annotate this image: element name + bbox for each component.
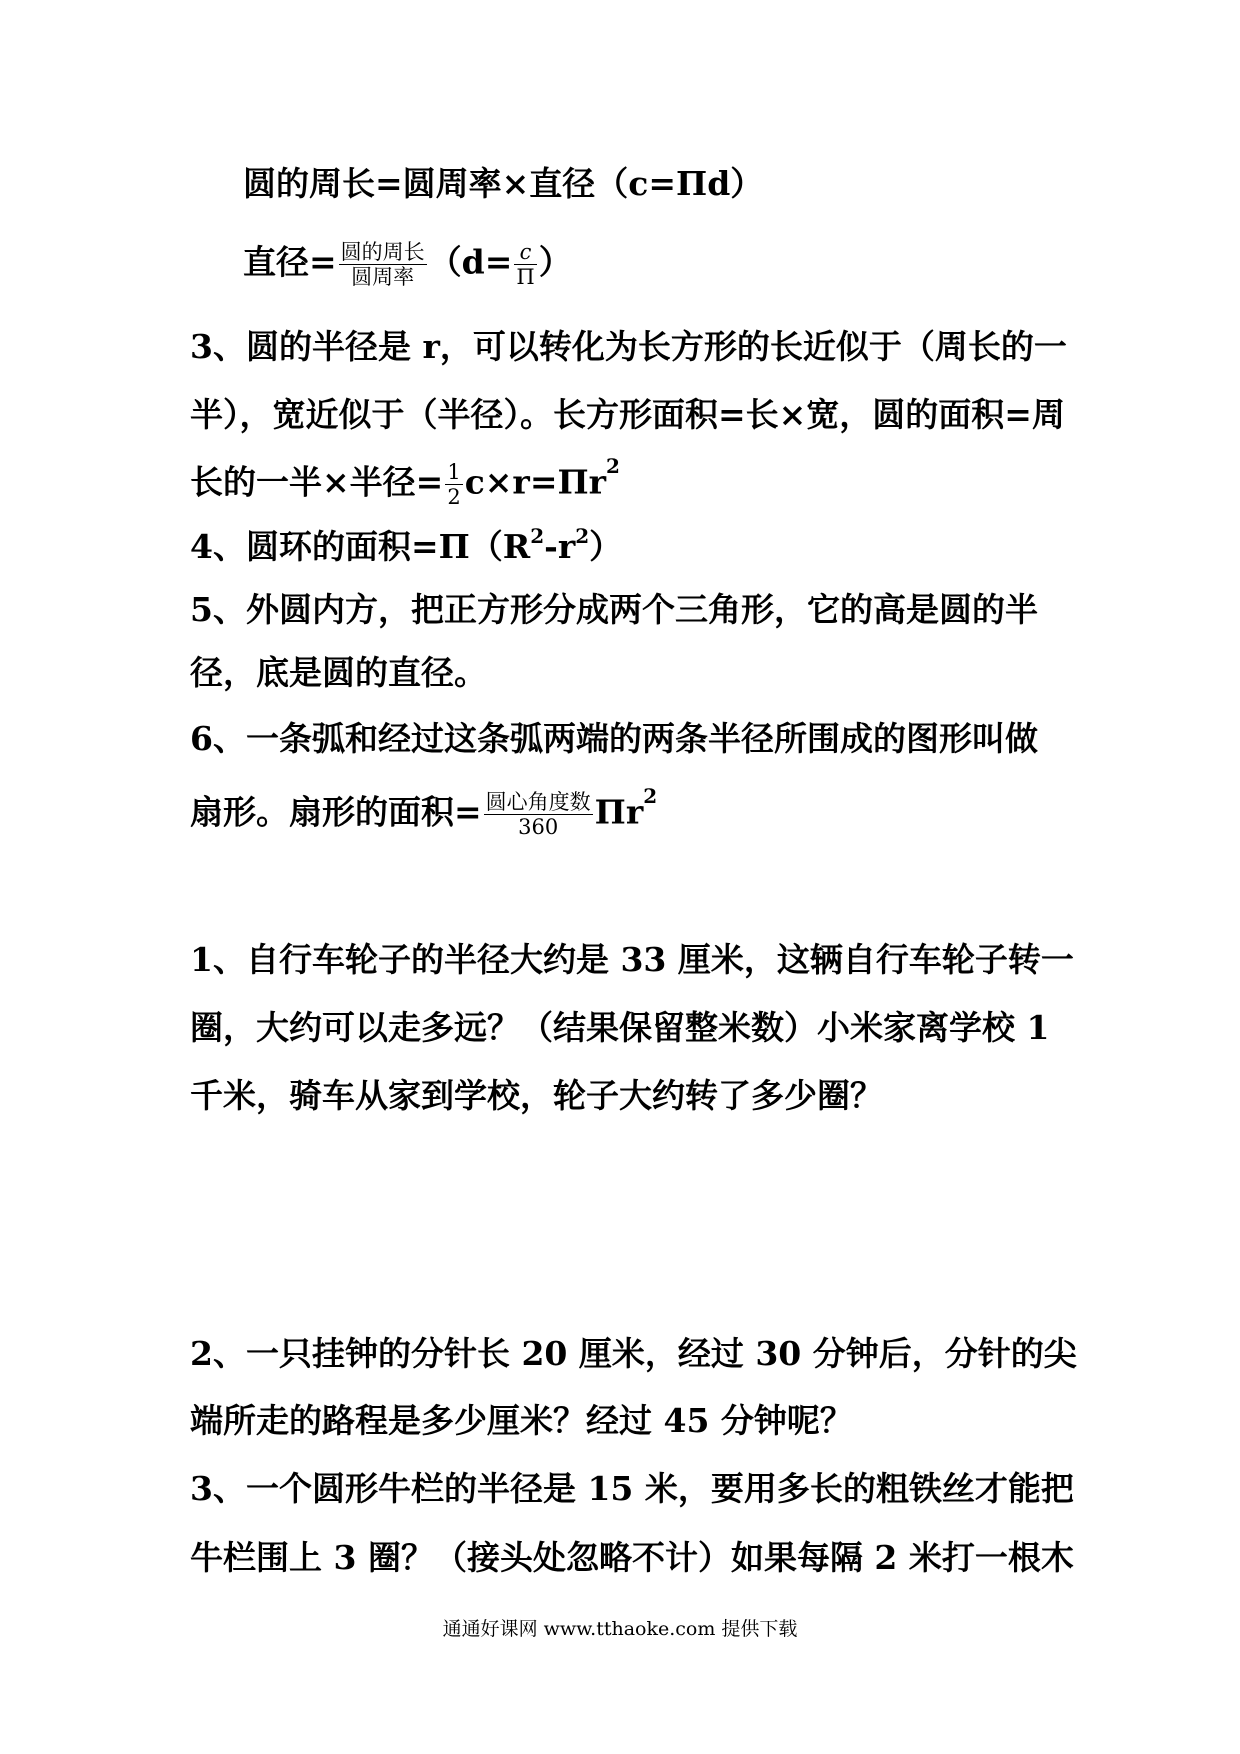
diameter-mid: （d= xyxy=(428,242,513,282)
problem-1-line-1: 1、自行车轮子的半径大约是 33 厘米，这辆自行车轮子转一 xyxy=(190,940,1074,979)
problem-3-line-2: 牛栏围上 3 圈？（接头处忽略不计）如果每隔 2 米打一根木 xyxy=(190,1538,1074,1577)
problem-1-line-3: 千米，骑车从家到学校，轮子大约转了多少圈？ xyxy=(190,1076,883,1115)
problem-2-line-1: 2、一只挂钟的分针长 20 厘米，经过 30 分钟后，分针的尖 xyxy=(190,1334,1077,1373)
point-3-suffix: c×r=Πr xyxy=(464,462,607,502)
point-6-line-1: 6、一条弧和经过这条弧两端的两条半径所围成的图形叫做 xyxy=(190,719,1038,758)
half-fraction xyxy=(445,460,462,509)
sector-fraction-numerator: 圆心角度数 xyxy=(485,790,591,814)
diameter-symbolic-fraction xyxy=(514,240,536,289)
point-6-line-2 xyxy=(190,784,658,840)
point-4-prefix: 4、圆环的面积=Π（R xyxy=(190,527,531,566)
point-6-suffix: Πr xyxy=(594,792,644,832)
sector-fraction-denominator: 360 xyxy=(518,815,559,840)
point-4-end: ） xyxy=(589,527,623,566)
diameter-fraction-numerator: 圆的周长 xyxy=(340,240,425,264)
point-3-prefix: 长的一半×半径= xyxy=(190,462,444,502)
diameter-symbolic-numerator: c xyxy=(514,240,536,265)
point-4-superscript-1: 2 xyxy=(530,524,545,548)
sector-fraction xyxy=(484,790,593,839)
point-3-superscript: 2 xyxy=(606,454,620,478)
point-5-line-2: 径，底是圆的直径。 xyxy=(190,653,487,692)
point-3-line-3 xyxy=(190,454,620,510)
point-4 xyxy=(190,524,623,566)
point-4-superscript-2: 2 xyxy=(575,524,590,548)
circumference-formula: 圆的周长=圆周率×直径（c=Πd） xyxy=(243,164,764,203)
diameter-fraction-denominator: 圆周率 xyxy=(351,265,415,290)
half-denominator: 2 xyxy=(447,485,461,510)
diameter-formula xyxy=(243,240,572,289)
problem-1-line-2: 圈，大约可以走多远？（结果保留整米数）小米家离学校 1 xyxy=(190,1008,1050,1047)
half-numerator: 1 xyxy=(447,460,461,484)
point-3-line-1: 3、圆的半径是 r，可以转化为长方形的长近似于（周长的一 xyxy=(190,327,1067,366)
diameter-end: ） xyxy=(538,242,572,282)
diameter-fraction xyxy=(339,240,427,289)
point-6-superscript: 2 xyxy=(643,784,658,808)
point-4-mid: -r xyxy=(544,527,576,566)
point-5-line-1: 5、外圆内方，把正方形分成两个三角形，它的高是圆的半 xyxy=(190,590,1038,629)
diameter-prefix: 直径= xyxy=(243,242,337,282)
point-3-line-2: 半），宽近似于（半径）。长方形面积=长×宽，圆的面积=周 xyxy=(190,395,1065,434)
problem-3-line-1: 3、一个圆形牛栏的半径是 15 米，要用多长的粗铁丝才能把 xyxy=(190,1469,1074,1508)
problem-2-line-2: 端所走的路程是多少厘米？经过 45 分钟呢？ xyxy=(190,1401,853,1440)
diameter-symbolic-denominator: Π xyxy=(516,265,535,290)
page-footer: 通通好课网 www.tthaoke.com 提供下载 xyxy=(442,1618,798,1640)
point-6-prefix: 扇形。扇形的面积= xyxy=(190,792,482,832)
